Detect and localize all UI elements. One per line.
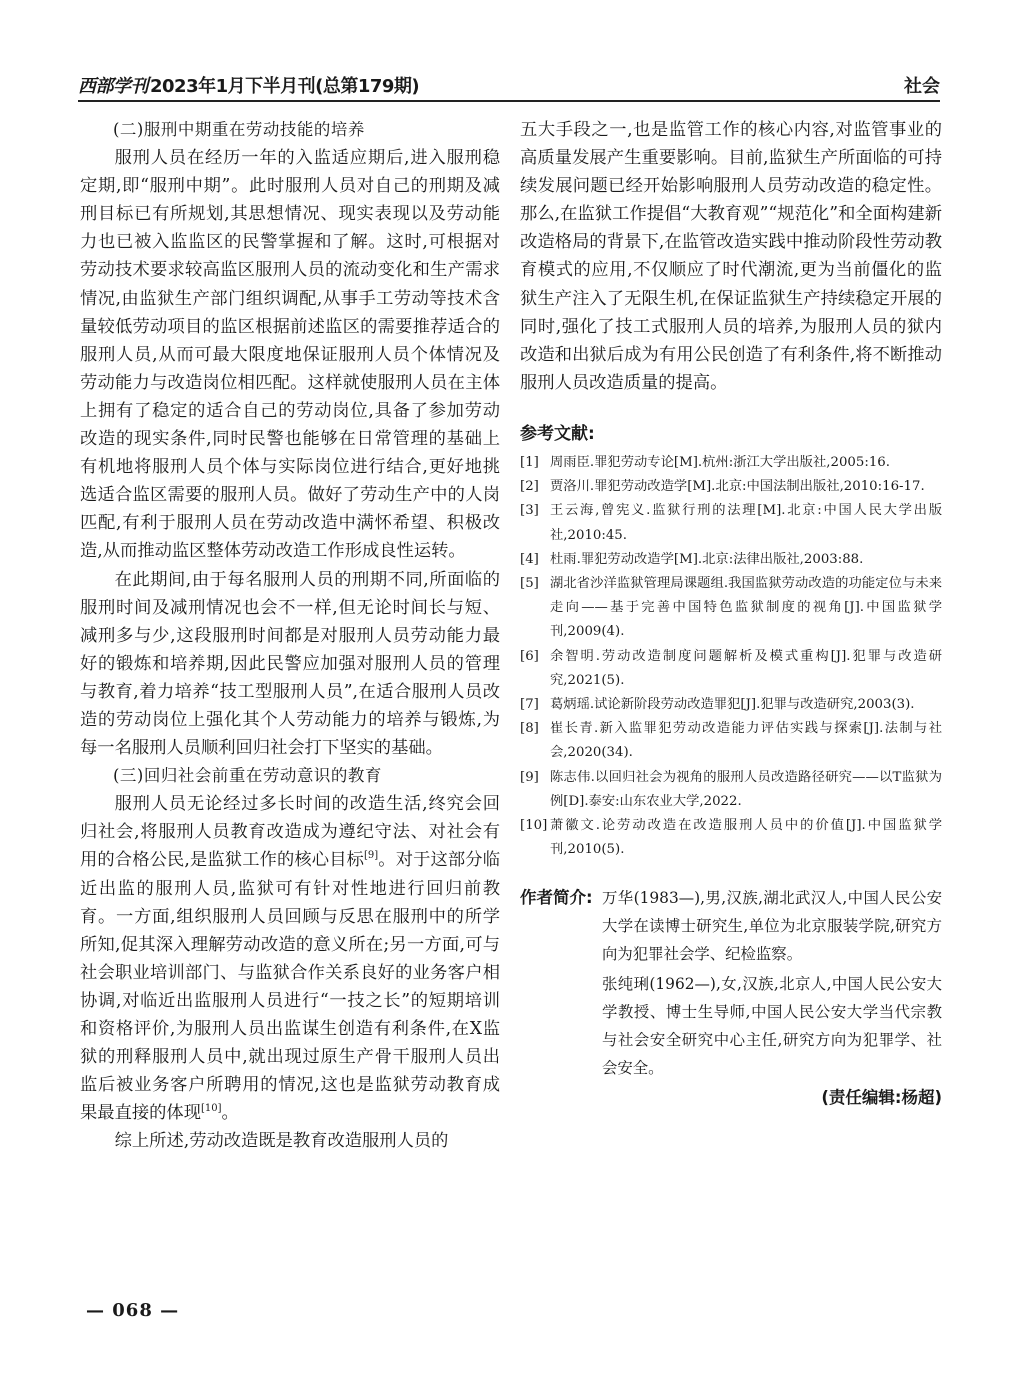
paragraph-1: 服刑人员在经历一年的入监适应期后,进入服刑稳定期,即“服刑中期”。此时服刑人员对自己的刑期及减刑目标已有所规划,其思想情况、现实表现以及劳动能力也已被入监监区的民警掌握和了解。这时,可根据对劳动技术要求较高监区服刑人员的流动变化和生产需求情况,由监狱生产部门组织调配,从事手工劳动等技术含量较低劳动项目的监区根据前述监区的需要推荐适合的服刑人员,从而可最大限度地保证服刑人员个体情况及劳动能力与改造岗位相匹配。这样就使服刑人员在主体上拥有了稳定的适合自己的劳动岗位,具备了参加劳动改造的现实条件,同时民警也能够在日常管理的基础上有机地将服刑人员个体与实际岗位进行结合,更好地挑选适合监区需要的服刑人员。做好了劳动生产中的人岗匹配,有利于服刑人员在劳动改造中满怀希望、积极改造,从而推动监区整体劳动改造工作形成良性运转。 [80,148,500,562]
citation-9[interactable]: [9] [364,850,379,862]
responsible-editor: (责任编辑:杨超) [821,1088,942,1108]
author-bio-label: 作者简介: [520,888,593,908]
page-header [78,70,940,102]
author-2-bio: 张纯琍(1962—),女,汉族,北京人,中国人民公安大学教授、博士生导师,中国人民公安大学当代宗教与社会安全研究中心主任,研究方向为犯罪学、社会安全。 [602,975,942,1078]
reference-item: [8] 崔长青.新入监罪犯劳动改造能力评估实践与探索[J].法制与社会,2020(34). [520,721,942,761]
references-heading: 参考文献: [520,423,595,444]
references-list [520,451,942,862]
author-bio-text [602,884,942,1082]
paragraph-continued: 五大手段之一,也是监管工作的核心内容,对监管事业的高质量发展产生重要影响。目前,监狱生产所面临的可持续发展问题已经开始影响服刑人员劳动改造的稳定性。那么,在监狱工作提倡“大教育观”“规范化”和全面构建新改造格局的背景下,在监管改造实践中推动阶段性劳动教育模式的应用,不仅顺应了时代潮流,更为当前僵化的监狱生产注入了无限生机,在保证监狱生产持续稳定开展的同时,强化了技工式服刑人员的培养,为服刑人员的狱内改造和出狱后成为有用公民创造了有利条件,将不断推动服刑人员改造质量的提高。 [520,120,942,393]
journal-title [78,72,419,98]
reference-item: [10] 萧徽文.论劳动改造在改造服刑人员中的价值[J].中国监狱学刊,2010(5). [520,817,942,858]
journal-logo: 西部学刊 [78,76,148,97]
paragraph-3: 服刑人员无论经过多长时间的改造生活,终究会回归社会,将服刑人员教育改造成为遵纪守法、对社会有用的合格公民,是监狱工作的核心目标[9]。对于这部分临近出监的服刑人员,监狱可有针对性地进行回归前教育。一方面,组织服刑人员回顾与反思在服刑中的所学所知,促其深入理解劳动改造的意义所在;另一方面,可与社会职业培训部门、与监狱合作关系良好的业务客户相协调,对临近出监服刑人员进行“一技之长”的短期培训和资格评价,为服刑人员出监谋生创造有利条件,在X监狱的刑释服刑人员中,就出现过原生产骨干服刑人员出监后被业务客户所聘用的情况,这也是监狱劳动教育成果最直接的体现[10]。 [80,794,500,1124]
citation-10[interactable]: [10] [200,1103,222,1115]
reference-item: [4] 杜雨.罪犯劳动改造学[M].北京:法律出版社,2003:88. [520,551,864,567]
reference-item: [6] 余智明.劳动改造制度问题解析及模式重构[J].犯罪与改造研究,2021(5). [520,648,942,688]
reference-item: [3] 王云海,曾宪义.监狱行刑的法理[M].北京:中国人民大学出版社,2010:45. [520,503,942,543]
page-number: — 068 — [86,1300,180,1321]
paragraph-2: 在此期间,由于每名服刑人员的刑期不同,所面临的服刑时间及减刑情况也会不一样,但无论时间长与短、减刑多与少,这段服刑时间都是对服刑人员劳动能力最好的锻炼和培养期,因此民警应加强对服刑人员的管理与教育,着力培养“技工型服刑人员”,在适合服刑人员改造的劳动岗位上强化其个人劳动能力的培养与锻炼,为每一名服刑人员顺利回归社会打下坚实的基础。 [80,569,500,759]
right-column [520,116,942,1112]
reference-item: [1] 周雨臣.罪犯劳动专论[M].杭州:浙江大学出版社,2005:16. [520,454,890,470]
section-heading-3: (三)回归社会前重在劳动意识的教育 [113,766,382,786]
author-bio [520,884,942,1082]
section-heading-2: (二)服刑中期重在劳动技能的培养 [113,120,365,139]
author-1-bio: 万华(1983—),男,汉族,湖北武汉人,中国人民公安大学在读博士研究生,单位为北京服装学院,研究方向为犯罪社会学、纪检监察。 [602,889,942,964]
section-label: 社会 [904,76,940,97]
paragraph-4: 综上所述,劳动改造既是教育改造服刑人员的 [114,1131,449,1152]
reference-item: [9] 陈志伟.以回归社会为视角的服刑人员改造路径研究——以T监狱为例[D].泰安:山东农业大学,2022. [520,769,942,809]
journal-issue: 2023年1月下半月刊(总第179期) [150,76,420,97]
reference-item: [5] 湖北省沙洋监狱管理局课题组.我国监狱劳动改造的功能定位与未来走向——基于完善中国特色监狱制度的视角[J].中国监狱学刊,2009(4). [520,575,942,640]
reference-item: [2] 贾洛川.罪犯劳动改造学[M].北京:中国法制出版社,2010:16-17. [520,479,925,495]
reference-item: [7] 葛炳瑶.试论新阶段劳动改造罪犯[J].犯罪与改造研究,2003(3). [520,696,915,712]
left-column [80,116,500,1155]
